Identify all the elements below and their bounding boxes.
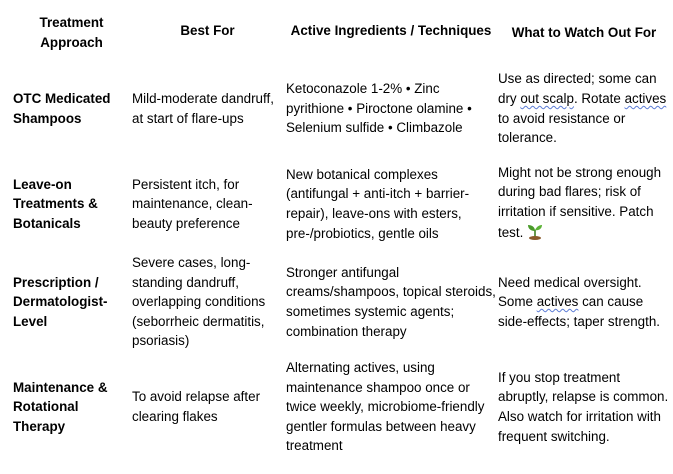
approach-cell: OTC Medicated Shampoos: [13, 90, 111, 126]
actives-cell: Ketoconazole 1-2% • Zinc pyrithione • Piroctone olamine • Selenium sulfide • Climbazole: [286, 81, 472, 136]
approach-cell: Maintenance & Rotational Therapy: [13, 379, 108, 434]
table-row: [12, 253, 670, 351]
spellcheck-word[interactable]: out scalp: [520, 90, 574, 106]
header-what-to-watch: What to Watch Out For: [511, 25, 657, 40]
best-for-cell: Severe cases, long-standing dandruff, overlapping conditions (seborrheic dermatitis, psoriasis): [132, 255, 266, 349]
header-row: [12, 0, 670, 62]
watch-cell: [498, 62, 670, 155]
table-row: [12, 62, 670, 155]
watch-text: . Rotate: [573, 90, 625, 106]
table-row: [12, 351, 670, 463]
actives-cell: New botanical complexes (antifungal + anti-itch + barrier-repair), leave-ons with esters, pre-/probiotics, gentle oils: [286, 166, 470, 241]
watch-cell: If you stop treatment abruptly, relapse is common. Also watch for irritation with frequent switching.: [498, 369, 669, 444]
best-for-cell: Persistent itch, for maintenance, clean-beauty preference: [132, 176, 253, 231]
best-for-cell: To avoid relapse after clearing flakes: [132, 389, 261, 424]
table-row: [12, 155, 670, 253]
approach-cell: Leave-on Treatments & Botanicals: [13, 176, 98, 231]
table-header: [12, 0, 670, 62]
spellcheck-word[interactable]: actives: [536, 294, 579, 310]
header-treatment-approach: Treatment Approach: [39, 15, 104, 50]
treatment-table: [12, 0, 670, 463]
seedling-icon: [526, 222, 544, 246]
watch-text: Might not be strong enough during bad flares; risk of irritation if sensitive. Patch test.: [498, 164, 662, 240]
watch-text: to avoid resistance or tolerance.: [498, 110, 626, 146]
actives-cell: Stronger antifungal creams/shampoos, topical steroids, sometimes systemic agents; combination therapy: [286, 264, 496, 339]
watch-text: can cause side-effects; taper strength.: [498, 294, 661, 329]
watch-text: Need medical oversight. Some: [498, 274, 642, 310]
best-for-cell: Mild-moderate dandruff, at start of flare-ups: [132, 90, 274, 126]
header-active-ingredients: Active Ingredients / Techniques: [290, 23, 492, 38]
approach-cell: Prescription / Dermatologist-Level: [13, 274, 108, 329]
header-best-for: Best For: [180, 23, 235, 38]
actives-cell: Alternating actives, using maintenance shampoo once or twice weekly, microbiome-friendly gentler formulas between heavy treatment: [286, 360, 485, 454]
watch-cell: [498, 253, 670, 351]
spellcheck-word[interactable]: actives: [624, 90, 667, 106]
watch-text: Use as directed; some can dry: [498, 71, 657, 106]
watch-cell: [498, 155, 670, 253]
